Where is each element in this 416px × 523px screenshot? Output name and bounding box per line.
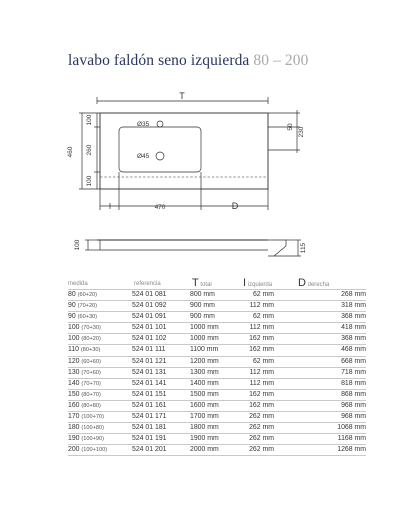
cell-referencia: 524 01 091: [132, 313, 167, 321]
cell-medida-value: 120: [68, 357, 80, 365]
cell-medida: [68, 312, 97, 322]
cell-total: 1000 mm: [190, 324, 219, 332]
cell-derecha: 368 mm: [341, 335, 366, 343]
cell-referencia: 524 01 151: [132, 390, 167, 398]
table-row: [68, 300, 366, 311]
cell-derecha: 268 mm: [341, 291, 366, 298]
cell-medida-split: (70+20): [77, 303, 98, 310]
cell-medida: [68, 379, 101, 389]
table-row: [68, 389, 366, 400]
cell-izquierda: 112 mm: [249, 379, 274, 387]
cell-medida-value: 160: [68, 401, 80, 409]
cell-medida-value: 130: [68, 368, 80, 376]
cell-medida-split: (70+70): [81, 380, 101, 387]
cell-referencia: 524 01 121: [132, 357, 167, 365]
cell-izquierda: 162 mm: [249, 346, 274, 354]
cell-izquierda: 262 mm: [249, 413, 274, 421]
cell-medida: [68, 357, 101, 367]
col-header-der-letter: D: [298, 277, 306, 289]
cell-total: 1900 mm: [190, 435, 219, 443]
cell-medida: [68, 301, 97, 311]
table-row: [68, 289, 366, 300]
cell-total: 1700 mm: [190, 413, 219, 421]
cell-izquierda: 162 mm: [249, 390, 274, 398]
cell-medida-split: (100+80): [81, 425, 104, 432]
cell-derecha: 1168 mm: [337, 435, 366, 443]
cell-medida-value: 180: [68, 424, 80, 432]
cell-derecha: 968 mm: [341, 401, 366, 409]
table-row: [68, 411, 366, 422]
dim-label-mid: 470: [154, 204, 166, 211]
cell-medida-split: (60+60): [81, 358, 101, 365]
cell-medida: [68, 412, 104, 422]
dim-label-right: D: [231, 201, 239, 211]
cell-medida-split: (100+90): [81, 436, 104, 443]
cell-total: 900 mm: [190, 313, 215, 321]
col-header-medida: medida: [68, 281, 88, 287]
cell-derecha: 418 mm: [341, 324, 366, 332]
dim-label-height-top: 100: [86, 114, 93, 126]
cell-medida-split: (100+70): [81, 414, 104, 421]
cell-total: 1500 mm: [190, 390, 219, 398]
table-row: [68, 333, 366, 344]
cell-referencia: 524 01 111: [132, 346, 166, 354]
cell-medida-split: (80+20): [81, 336, 101, 343]
title-range: 80 – 200: [253, 52, 309, 69]
sizes-table: [68, 289, 366, 456]
cell-medida-split: (70+30): [81, 325, 101, 332]
cell-medida-split: (60+30): [77, 314, 98, 321]
table-row: [68, 311, 366, 322]
table-row: [68, 422, 366, 433]
cell-total: 900 mm: [190, 302, 215, 310]
cell-medida: [68, 334, 101, 344]
cell-medida-value: 90: [68, 302, 76, 310]
cell-medida: [68, 401, 101, 411]
col-header-izq-letter: I: [243, 277, 247, 289]
cell-medida: [68, 445, 107, 455]
cell-izquierda: 162 mm: [249, 335, 274, 343]
cell-izquierda: 262 mm: [249, 446, 274, 454]
cell-total: 1800 mm: [190, 424, 219, 432]
cell-medida: [68, 345, 100, 355]
cell-derecha: 968 mm: [341, 413, 366, 421]
table-row: [68, 356, 366, 367]
dim-label-height-total: 460: [67, 146, 74, 158]
cell-derecha: 668 mm: [341, 357, 366, 365]
table-row: [68, 378, 366, 389]
col-header-derecha: [298, 277, 329, 289]
cell-izquierda: 112 mm: [249, 324, 274, 332]
dim-label-right-small: 50: [287, 123, 294, 131]
cell-derecha: 818 mm: [341, 379, 366, 387]
cell-medida-split: (80+30): [80, 347, 101, 354]
cell-referencia: 524 01 131: [132, 368, 167, 376]
cell-referencia: 524 01 181: [132, 424, 167, 432]
drain-hole: [156, 152, 164, 160]
cell-medida-value: 100: [68, 335, 80, 343]
cell-derecha: 468 mm: [341, 346, 366, 354]
cell-medida-value: 170: [68, 413, 80, 421]
col-header-der-word: derecha: [307, 282, 330, 288]
cell-total: 1200 mm: [190, 357, 219, 365]
cell-total: 1600 mm: [190, 401, 219, 409]
cell-total: 1400 mm: [190, 379, 219, 387]
cell-medida-value: 150: [68, 390, 80, 398]
title-main: lavabo faldón seno izquierda: [68, 52, 250, 69]
cell-derecha: 868 mm: [341, 390, 366, 398]
cell-medida-split: (80+70): [81, 391, 101, 398]
cell-derecha: 718 mm: [341, 368, 366, 376]
cell-total: 800 mm: [190, 291, 215, 298]
basin-outline: [100, 113, 268, 189]
bowl-outline: [119, 127, 201, 172]
cell-izquierda: 112 mm: [249, 302, 274, 310]
cell-referencia: 524 01 171: [132, 413, 167, 421]
cell-referencia: 524 01 081: [132, 291, 167, 298]
dim-label-height-bottom: 100: [86, 175, 93, 187]
cell-medida-value: 140: [68, 379, 80, 387]
dim-label-total: T: [179, 91, 185, 101]
cell-medida-value: 200: [68, 446, 80, 454]
cell-medida: [68, 368, 101, 378]
col-header-total-word: total: [200, 282, 212, 288]
cell-izquierda: 62 mm: [252, 313, 274, 321]
cell-referencia: 524 01 101: [132, 324, 167, 332]
cell-izquierda: 262 mm: [249, 424, 274, 432]
cell-izquierda: 62 mm: [252, 291, 274, 298]
cell-referencia: 524 01 092: [132, 302, 167, 310]
cell-total: 1000 mm: [190, 335, 219, 343]
cell-derecha: 1068 mm: [337, 424, 366, 432]
table-row: [68, 444, 366, 456]
dim-label-profile-left: 100: [74, 239, 81, 251]
cell-referencia: 524 01 161: [132, 401, 167, 409]
table-row: [68, 322, 366, 333]
cell-referencia: 524 01 201: [132, 446, 167, 454]
cell-medida-value: 90: [68, 313, 76, 321]
cell-total: 2000 mm: [190, 446, 219, 454]
cell-medida-split: (70+60): [81, 369, 101, 376]
cell-medida-value: 100: [68, 324, 80, 332]
cell-total: 1100 mm: [190, 346, 219, 354]
cell-izquierda: 112 mm: [249, 368, 274, 376]
tap-hole-label: Ø35: [137, 121, 150, 128]
cell-medida-value: 80: [68, 291, 76, 298]
dim-label-right-large: 230: [298, 126, 305, 138]
cell-medida-split: (60+20): [77, 292, 98, 298]
col-header-izq-word: izquierda: [247, 282, 273, 288]
table-row: [68, 344, 366, 355]
cell-derecha: 318 mm: [341, 302, 366, 310]
drain-hole-label: Ø45: [137, 153, 150, 160]
cell-derecha: 1268 mm: [337, 446, 366, 454]
col-header-total: [192, 277, 212, 289]
cell-medida-split: (80+80): [81, 402, 101, 409]
cell-derecha: 368 mm: [341, 313, 366, 321]
dim-label-height-mid: 260: [86, 144, 93, 156]
table-row: [68, 400, 366, 411]
cell-referencia: 524 01 102: [132, 335, 167, 343]
cell-medida: [68, 390, 101, 400]
cell-izquierda: 262 mm: [249, 435, 274, 443]
dim-label-profile-right: 115: [300, 242, 307, 254]
cell-izquierda: 162 mm: [249, 401, 274, 409]
cell-medida: [68, 290, 97, 300]
table-row: [68, 433, 366, 444]
cell-medida: [68, 323, 101, 333]
cell-total: 1300 mm: [190, 368, 219, 376]
cell-referencia: 524 01 141: [132, 379, 167, 387]
col-header-izquierda: [243, 277, 272, 289]
cell-medida-split: (100+100): [81, 447, 108, 454]
cell-referencia: 524 01 191: [132, 435, 167, 443]
col-header-referencia: referencia: [134, 281, 161, 287]
cell-izquierda: 62 mm: [252, 357, 274, 365]
cell-medida-value: 110: [68, 346, 79, 354]
col-header-total-letter: T: [192, 277, 199, 289]
tap-hole: [157, 121, 163, 127]
cell-medida-value: 190: [68, 435, 80, 443]
cell-medida: [68, 434, 104, 444]
dim-label-left: I: [108, 202, 112, 211]
table-row: [68, 367, 366, 378]
cell-medida: [68, 423, 104, 433]
